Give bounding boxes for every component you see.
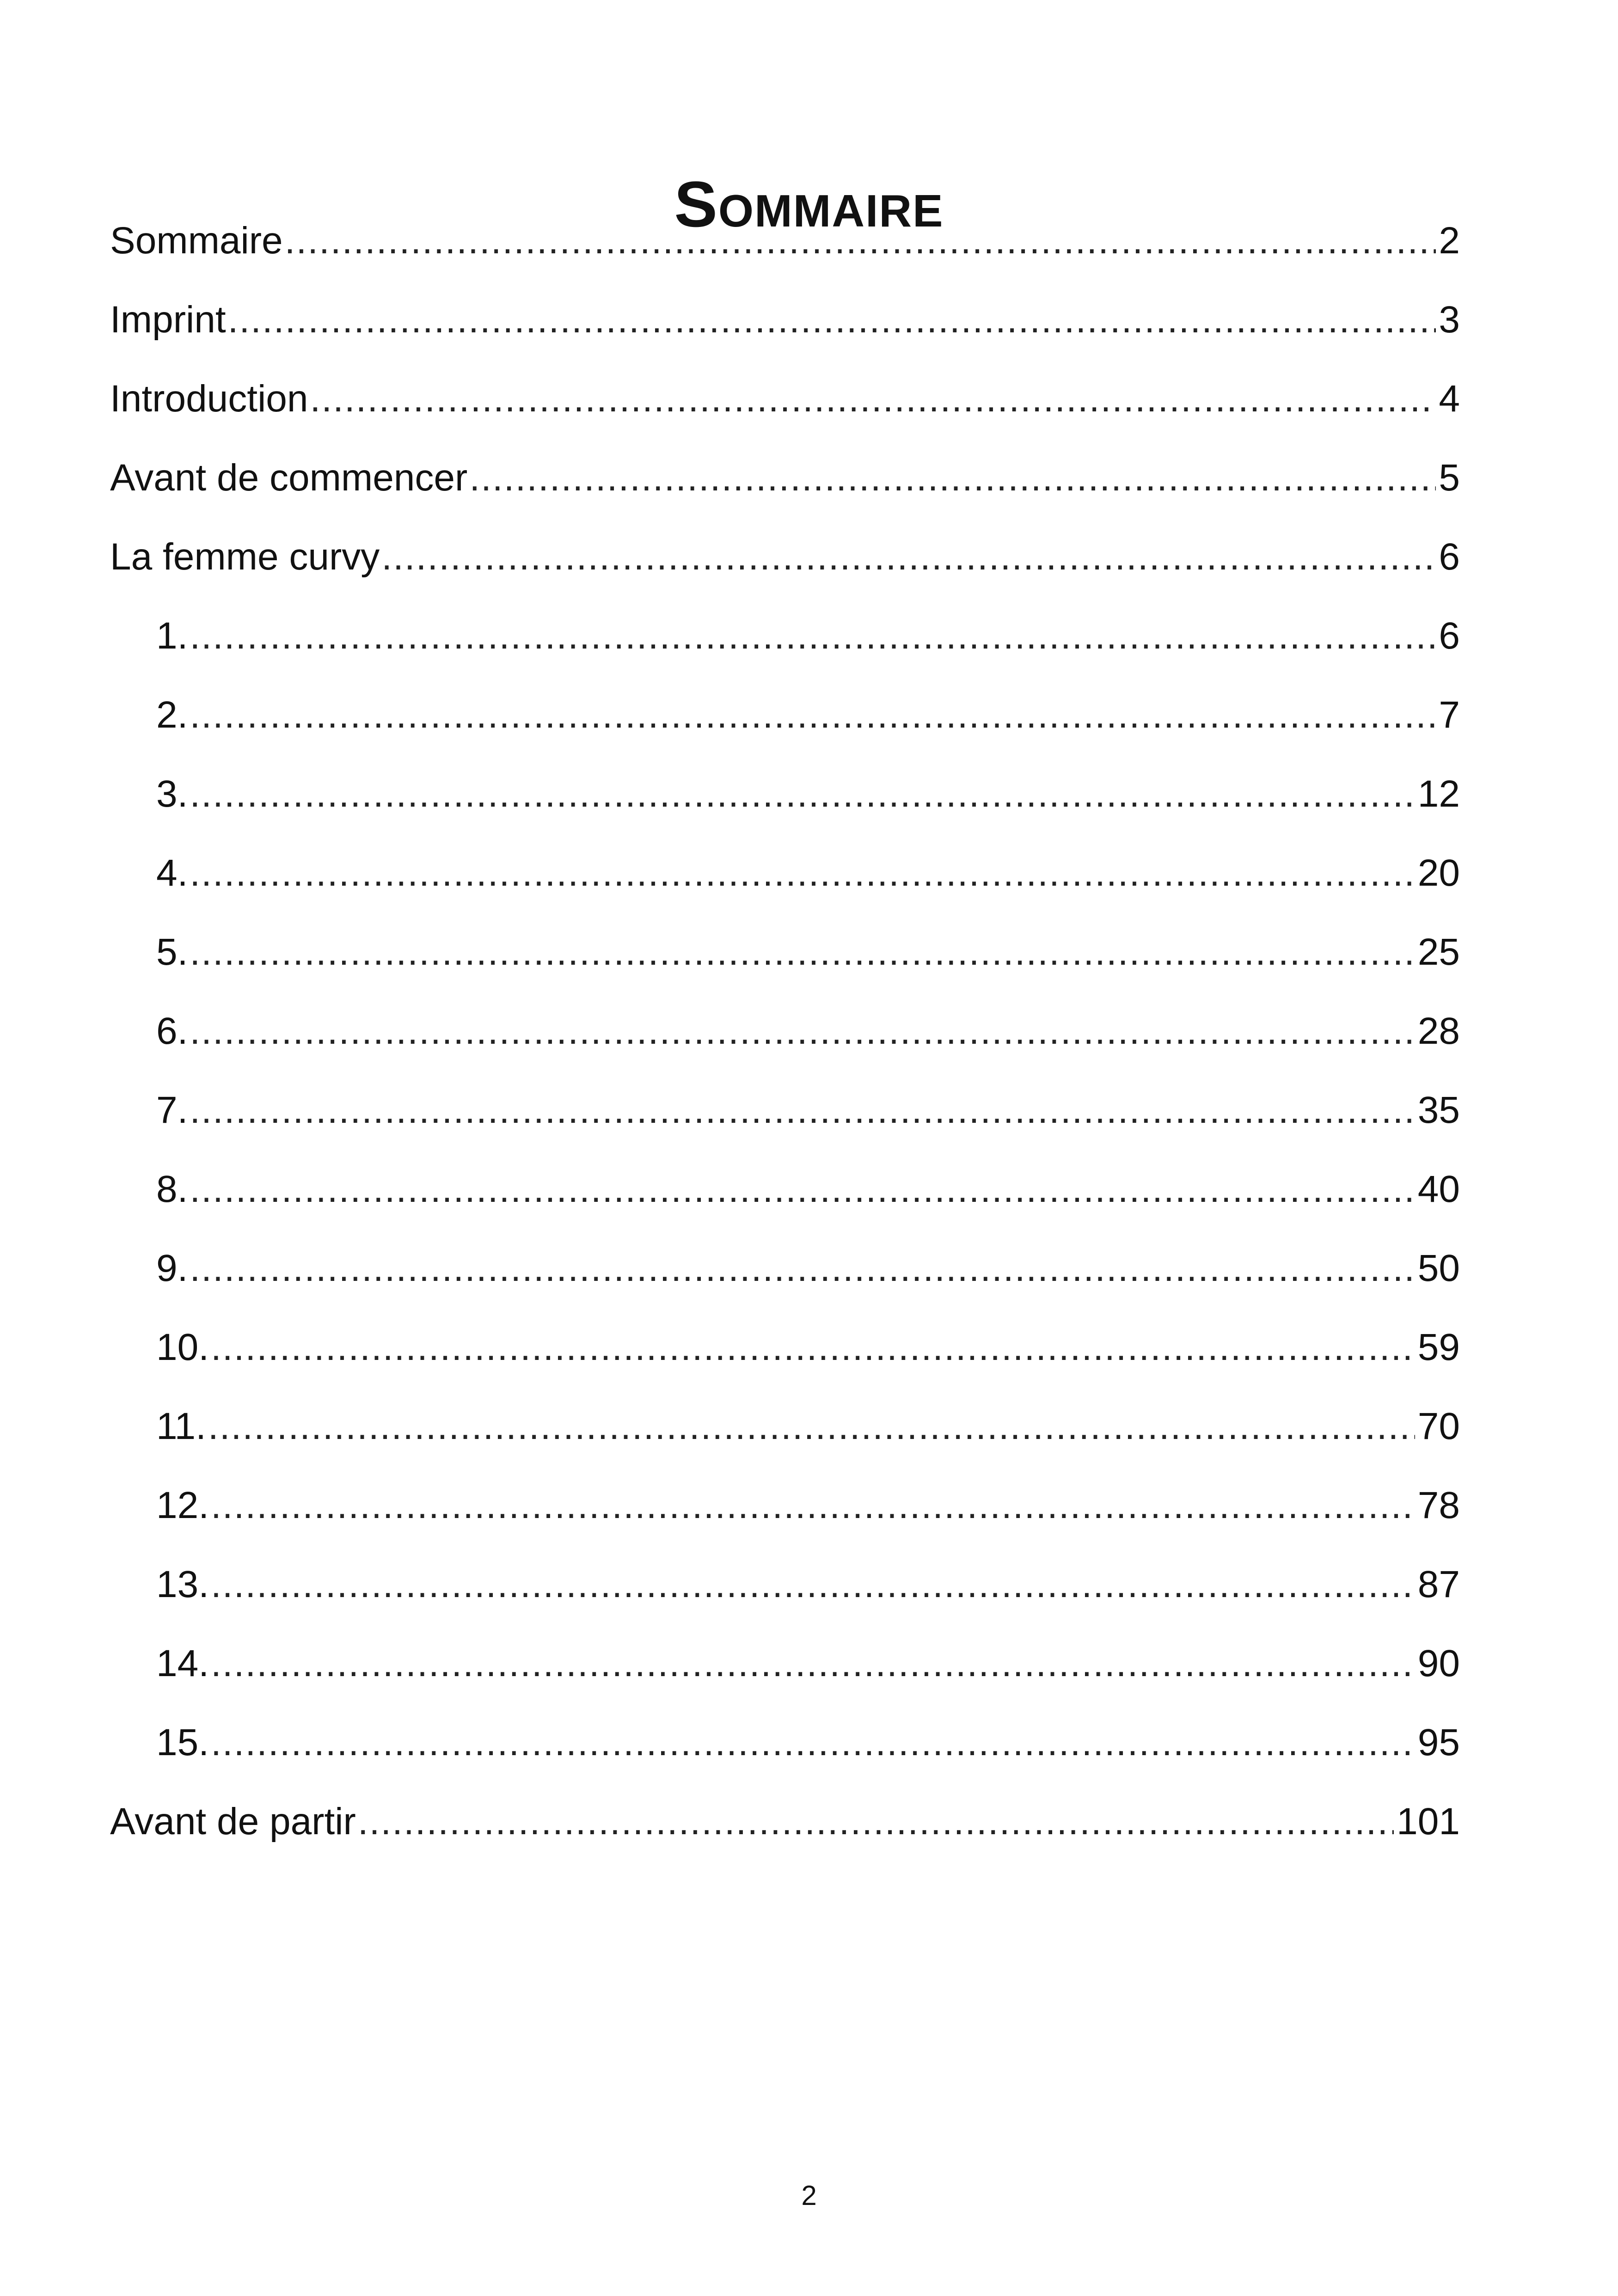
- toc-entry-avant-de-partir[interactable]: [110, 1796, 1460, 1847]
- toc-entry-label: 13.: [156, 1563, 209, 1605]
- toc-subentry-2[interactable]: [156, 690, 1460, 741]
- toc-entry-page: 28: [1417, 1010, 1460, 1052]
- toc-subentry-13[interactable]: [156, 1559, 1460, 1610]
- page-title: Sommaire: [674, 167, 944, 240]
- toc-entry-label: 11.: [156, 1405, 206, 1447]
- toc-entry-page: 2: [1439, 220, 1460, 262]
- toc-entry-page: 12: [1417, 773, 1460, 815]
- toc-entry-label: Sommaire: [110, 220, 283, 262]
- toc-dot-leader: [190, 1085, 1415, 1136]
- toc-dot-leader: [211, 1717, 1415, 1768]
- toc-entry-label: 2.: [156, 694, 188, 736]
- toc-entry-label: 8.: [156, 1168, 188, 1210]
- toc-dot-leader: [190, 690, 1436, 741]
- toc-entry-avant-de-commencer[interactable]: [110, 453, 1460, 503]
- toc-entry-page: 5: [1439, 457, 1460, 499]
- toc-entry-imprint[interactable]: [110, 294, 1460, 345]
- toc-entry-label: Avant de partir: [110, 1800, 356, 1843]
- toc-entry-page: 101: [1397, 1800, 1460, 1843]
- toc-subentry-3[interactable]: [156, 769, 1460, 820]
- toc-subentry-1[interactable]: [156, 611, 1460, 661]
- toc-dot-leader: [310, 373, 1436, 424]
- toc-entry-label: La femme curvy: [110, 536, 380, 578]
- toc-entry-page: 95: [1417, 1721, 1460, 1763]
- toc-entry-label: 3.: [156, 773, 188, 815]
- toc-dot-leader: [211, 1559, 1415, 1610]
- toc-entry-page: 87: [1417, 1563, 1460, 1605]
- toc-entry-label: 15.: [156, 1721, 209, 1763]
- toc-dot-leader: [285, 215, 1436, 266]
- toc-dot-leader: [190, 848, 1415, 899]
- toc-entry-page: 4: [1439, 378, 1460, 420]
- toc-entry-label: 1.: [156, 615, 188, 657]
- toc-entry-page: 40: [1417, 1168, 1460, 1210]
- toc-dot-leader: [211, 1480, 1415, 1531]
- toc-dot-leader: [358, 1796, 1394, 1847]
- toc-subentry-6[interactable]: [156, 1006, 1460, 1057]
- toc-subentry-12[interactable]: [156, 1480, 1460, 1531]
- toc-entry-page: 3: [1439, 299, 1460, 341]
- toc-entry-page: 35: [1417, 1089, 1460, 1131]
- toc-dot-leader: [228, 294, 1436, 345]
- page-number: 2: [801, 2180, 817, 2211]
- toc-entry-introduction[interactable]: [110, 373, 1460, 424]
- toc-entry-label: 14.: [156, 1642, 209, 1684]
- toc-dot-leader: [190, 1243, 1415, 1294]
- toc-entry-la-femme-curvy[interactable]: [110, 532, 1460, 582]
- toc-entry-label: 9.: [156, 1247, 188, 1289]
- toc-entry-label: 7.: [156, 1089, 188, 1131]
- toc-subentry-8[interactable]: [156, 1164, 1460, 1215]
- toc-entry-page: 90: [1417, 1642, 1460, 1684]
- toc-entry-page: 6: [1439, 536, 1460, 578]
- toc-subentry-5[interactable]: [156, 927, 1460, 978]
- toc-dot-leader: [190, 1164, 1415, 1215]
- toc-entry-label: Avant de commencer: [110, 457, 468, 499]
- toc-entry-label: Introduction: [110, 378, 308, 420]
- toc-subentry-15[interactable]: [156, 1717, 1460, 1768]
- toc-dot-leader: [381, 532, 1436, 582]
- toc-entry-label: 6.: [156, 1010, 188, 1052]
- toc-dot-leader: [190, 1006, 1415, 1057]
- toc-entry-label: Imprint: [110, 299, 226, 341]
- toc-entry-sommaire[interactable]: [110, 215, 1460, 266]
- toc-subentry-10[interactable]: [156, 1322, 1460, 1373]
- toc-subentry-4[interactable]: [156, 848, 1460, 899]
- toc-entry-page: 78: [1417, 1484, 1460, 1526]
- toc-dot-leader: [190, 769, 1415, 820]
- toc-entry-page: 50: [1417, 1247, 1460, 1289]
- toc-entry-page: 7: [1439, 694, 1460, 736]
- toc-dot-leader: [190, 611, 1436, 661]
- toc-entry-label: 12.: [156, 1484, 209, 1526]
- toc-entry-page: 70: [1417, 1405, 1460, 1447]
- toc-dot-leader: [469, 453, 1436, 503]
- toc-subentry-7[interactable]: [156, 1085, 1460, 1136]
- toc-subentry-14[interactable]: [156, 1638, 1460, 1689]
- toc-subentry-11[interactable]: [156, 1401, 1460, 1452]
- toc-entry-label: 10.: [156, 1326, 209, 1368]
- toc-entry-page: 20: [1417, 852, 1460, 894]
- toc-dot-leader: [208, 1401, 1415, 1452]
- toc-subentry-9[interactable]: [156, 1243, 1460, 1294]
- toc-dot-leader: [211, 1638, 1415, 1689]
- toc-dot-leader: [190, 927, 1415, 978]
- toc-dot-leader: [211, 1322, 1415, 1373]
- toc-entry-page: 25: [1417, 931, 1460, 973]
- toc-entry-page: 59: [1417, 1326, 1460, 1368]
- toc-entry-label: 5.: [156, 931, 188, 973]
- toc-entry-page: 6: [1439, 615, 1460, 657]
- toc-entry-label: 4.: [156, 852, 188, 894]
